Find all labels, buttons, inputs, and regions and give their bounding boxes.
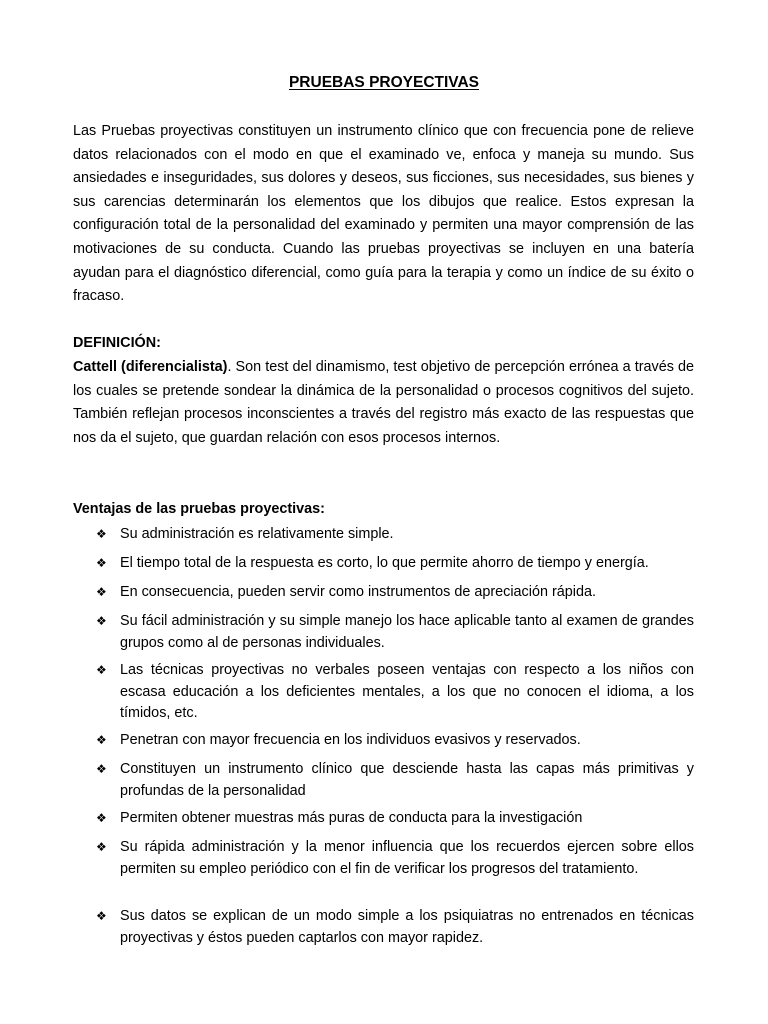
list-item: [96, 730, 694, 752]
definition-author: Cattell (diferencialista): [73, 359, 228, 375]
diamond-bullet-icon: ❖: [96, 663, 107, 677]
diamond-bullet-icon: ❖: [96, 733, 107, 747]
list-item-text: El tiempo total de la respuesta es corto, lo que permite ahorro de tiempo y energía.: [120, 555, 649, 571]
definition-text: . Son test del dinamismo, test objetivo de percepción errónea a través de los cuales se pretende sondear la dinámica de la personalidad o procesos cognitivos del sujeto. También reflejan procesos inconscientes a través del registro más exacto de las respuestas que nos da el sujeto, que guardan relación con esos procesos internos.: [73, 359, 695, 446]
list-item: [96, 611, 694, 654]
advantages-heading: Ventajas de las pruebas proyectivas:: [73, 501, 325, 517]
list-item-text: Penetran con mayor frecuencia en los individuos evasivos y reservados.: [120, 732, 581, 748]
diamond-bullet-icon: ❖: [96, 811, 107, 825]
list-item: [96, 524, 694, 546]
list-item-text: Permiten obtener muestras más puras de conducta para la investigación: [120, 810, 583, 826]
list-item-text: Sus datos se explican de un modo simple a los psiquiatras no entrenados en técnicas proyectivas y éstos pueden captarlos con mayor rapidez.: [120, 908, 694, 946]
list-item-text: Las técnicas proyectivas no verbales poseen ventajas con respecto a los niños con escasa educación a los deficientes mentales, a los que no conocen el idioma, a los tímidos, etc.: [120, 662, 694, 721]
diamond-bullet-icon: ❖: [96, 909, 107, 923]
list-item: [96, 582, 694, 604]
diamond-bullet-icon: ❖: [96, 527, 107, 541]
list-item: [96, 808, 694, 830]
diamond-bullet-icon: ❖: [96, 762, 107, 776]
list-item-text: Su fácil administración y su simple manejo los hace aplicable tanto al examen de grandes grupos como al de personas individuales.: [120, 613, 694, 651]
document-title: PRUEBAS PROYECTIVAS: [288, 74, 480, 91]
definition-heading: DEFINICIÓN:: [73, 335, 161, 351]
list-item-text: Su administración es relativamente simple.: [120, 526, 394, 542]
diamond-bullet-icon: ❖: [96, 556, 107, 570]
list-item: [96, 906, 694, 949]
diamond-bullet-icon: ❖: [96, 840, 107, 854]
list-item-text: En consecuencia, pueden servir como instrumentos de apreciación rápida.: [120, 584, 596, 600]
list-item-text: Su rápida administración y la menor influencia que los recuerdos ejercen sobre ellos permiten su empleo periódico con el fin de verificar los progresos del tratamiento.: [120, 839, 694, 877]
diamond-bullet-icon: ❖: [96, 614, 107, 628]
intro-paragraph: Las Pruebas proyectivas constituyen un instrumento clínico que con frecuencia pone de relieve datos relacionados con el modo en que el examinado ve, enfoca y maneja su mundo. Sus ansiedades e inseguridades, sus dolores y deseos, sus ficciones, sus necesidades, sus bienes y sus carencias determinarán los elementos que los dibujos que realice. Estos expresan la configuración total de la personalidad del examinado y permiten una mayor comprensión de las motivaciones de su conducta. Cuando las pruebas proyectivas se incluyen en una batería ayudan para el diagnóstico diferencial, como guía para la terapia y como un índice de su éxito o fracaso.: [73, 123, 694, 305]
list-item: [96, 660, 694, 725]
list-item: [96, 759, 694, 802]
list-item-text: Constituyen un instrumento clínico que desciende hasta las capas más primitivas y profundas de la personalidad: [120, 761, 694, 799]
definition-paragraph: [73, 356, 694, 450]
list-item: [96, 837, 694, 880]
diamond-bullet-icon: ❖: [96, 585, 107, 599]
list-item: [96, 553, 694, 575]
